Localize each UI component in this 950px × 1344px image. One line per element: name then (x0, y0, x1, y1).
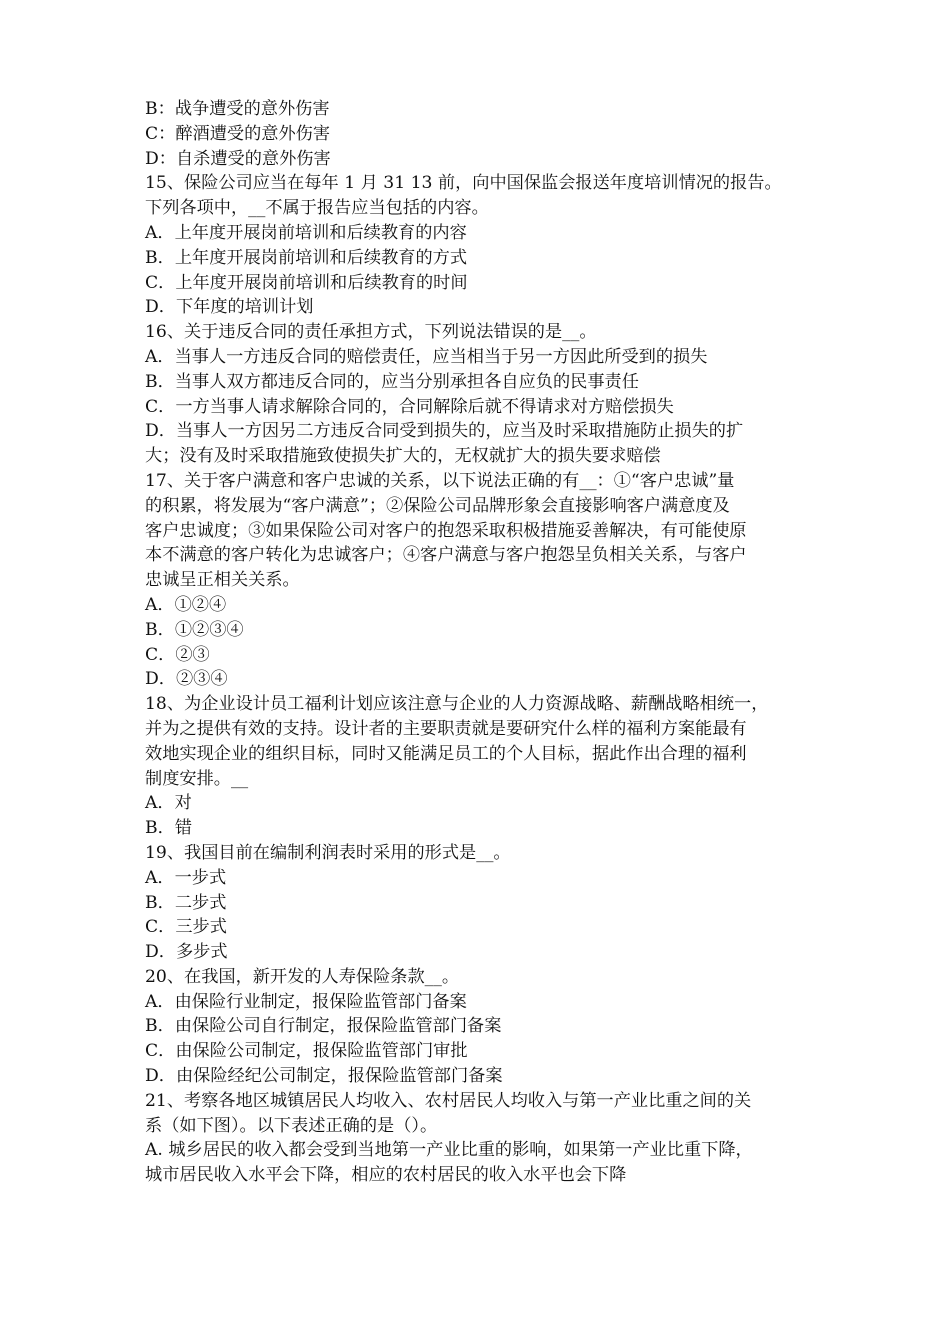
question-16-option-a: A．当事人一方违反合同的赔偿责任，应当相当于另一方因此所受到的损失 (145, 346, 708, 367)
question-16-option-d-line-1: D．当事人一方因另二方违反合同受到损失的，应当及时采取措施防止损失的扩 (145, 421, 744, 442)
question-20-option-d: D．由保险经纪公司制定，报保险监管部门备案 (145, 1066, 503, 1087)
question-16-option-d-line-2: 大；没有及时采取措施致使损失扩大的，无权就扩大的损失要求赔偿 (145, 446, 661, 467)
question-20-option-c: C．由保险公司制定，报保险监管部门审批 (145, 1041, 468, 1062)
question-17-option-b: B．①②③④ (145, 619, 244, 640)
question-19-option-c: C．三步式 (145, 917, 227, 938)
question-21-option-a-line-1: A. 城乡居民的收入都会受到当地第一产业比重的影响，如果第一产业比重下降， (145, 1140, 753, 1161)
question-17-option-a: A．①②④ (145, 594, 227, 615)
option-d-suicide: D：自杀遭受的意外伤害 (145, 148, 331, 169)
question-18-line-4: 制度安排。__ (145, 768, 249, 789)
question-18-line-3: 效地实现企业的组织目标，同时又能满足员工的个人目标，据此作出合理的福利 (145, 743, 747, 764)
question-19-option-a: A．一步式 (145, 867, 227, 888)
question-18-line-2: 并为之提供有效的支持。设计者的主要职责就是要研究什么样的福利方案能最有 (145, 718, 747, 739)
question-15-line-1: 15、保险公司应当在每年 1 月 31 13 前，向中国保监会报送年度培训情况的报告。 (145, 173, 782, 194)
question-18-line-1: 18、为企业设计员工福利计划应该注意与企业的人力资源战略、薪酬战略相统一， (145, 694, 769, 715)
option-b-war: B：战争遭受的意外伤害 (145, 99, 330, 119)
question-16: 16、关于违反合同的责任承担方式，下列说法错误的是__。 (145, 322, 597, 343)
question-17-line-3: 客户忠诚度；③如果保险公司对客户的抱怨采取积极措施妥善解决，有可能使原 (145, 520, 747, 541)
question-21-line-2: 系（如下图）。以下表述正确的是（）。 (145, 1115, 438, 1136)
question-15-option-a: A．上年度开展岗前培训和后续教育的内容 (145, 222, 467, 243)
question-15-line-2: 下列各项中，__不属于报告应当包括的内容。 (145, 198, 489, 219)
question-17-line-5: 忠诚呈正相关关系。 (145, 570, 300, 591)
question-17-option-d: D．②③④ (145, 669, 228, 690)
question-17-option-c: C．②③ (145, 644, 210, 665)
question-15-option-c: C．上年度开展岗前培训和后续教育的时间 (145, 272, 468, 293)
question-17-line-4: 本不满意的客户转化为忠诚客户；④客户满意与客户抱怨呈负相关关系，与客户 (145, 545, 747, 566)
question-21-line-1: 21、考察各地区城镇居民人均收入、农村居民人均收入与第一产业比重之间的关 (145, 1090, 752, 1111)
question-19-option-b: B．二步式 (145, 892, 227, 913)
question-16-option-c: C．一方当事人请求解除合同的，合同解除后就不得请求对方赔偿损失 (145, 396, 674, 417)
question-18-option-a: A．对 (145, 793, 192, 814)
question-15-option-b: B．上年度开展岗前培训和后续教育的方式 (145, 247, 468, 268)
question-17-line-2: 的积累，将发展为“客户满意”；②保险公司品牌形象会直接影响客户满意度及 (145, 495, 730, 516)
question-15-option-d: D．下年度的培训计划 (145, 297, 314, 318)
question-20-option-b: B．由保险公司自行制定，报保险监管部门备案 (145, 1016, 502, 1037)
question-16-option-b: B．当事人双方都违反合同的，应当分别承担各自应负的民事责任 (145, 371, 639, 392)
question-17-line-1: 17、关于客户满意和客户忠诚的关系，以下说法正确的有__：①“客户忠诚”量 (145, 470, 735, 491)
question-19-option-d: D．多步式 (145, 942, 228, 963)
question-18-option-b: B．错 (145, 818, 193, 839)
question-20-option-a: A．由保险行业制定，报保险监管部门备案 (145, 991, 467, 1012)
document-page (145, 97, 815, 1188)
question-20: 20、在我国，新开发的人寿保险条款__。 (145, 966, 460, 987)
option-c-drunk: C：醉酒遭受的意外伤害 (145, 123, 331, 144)
question-19: 19、我国目前在编制利润表时采用的形式是__。 (145, 842, 511, 863)
question-21-option-a-line-2: 城市居民收入水平会下降，相应的农村居民的收入水平也会下降 (145, 1165, 627, 1186)
